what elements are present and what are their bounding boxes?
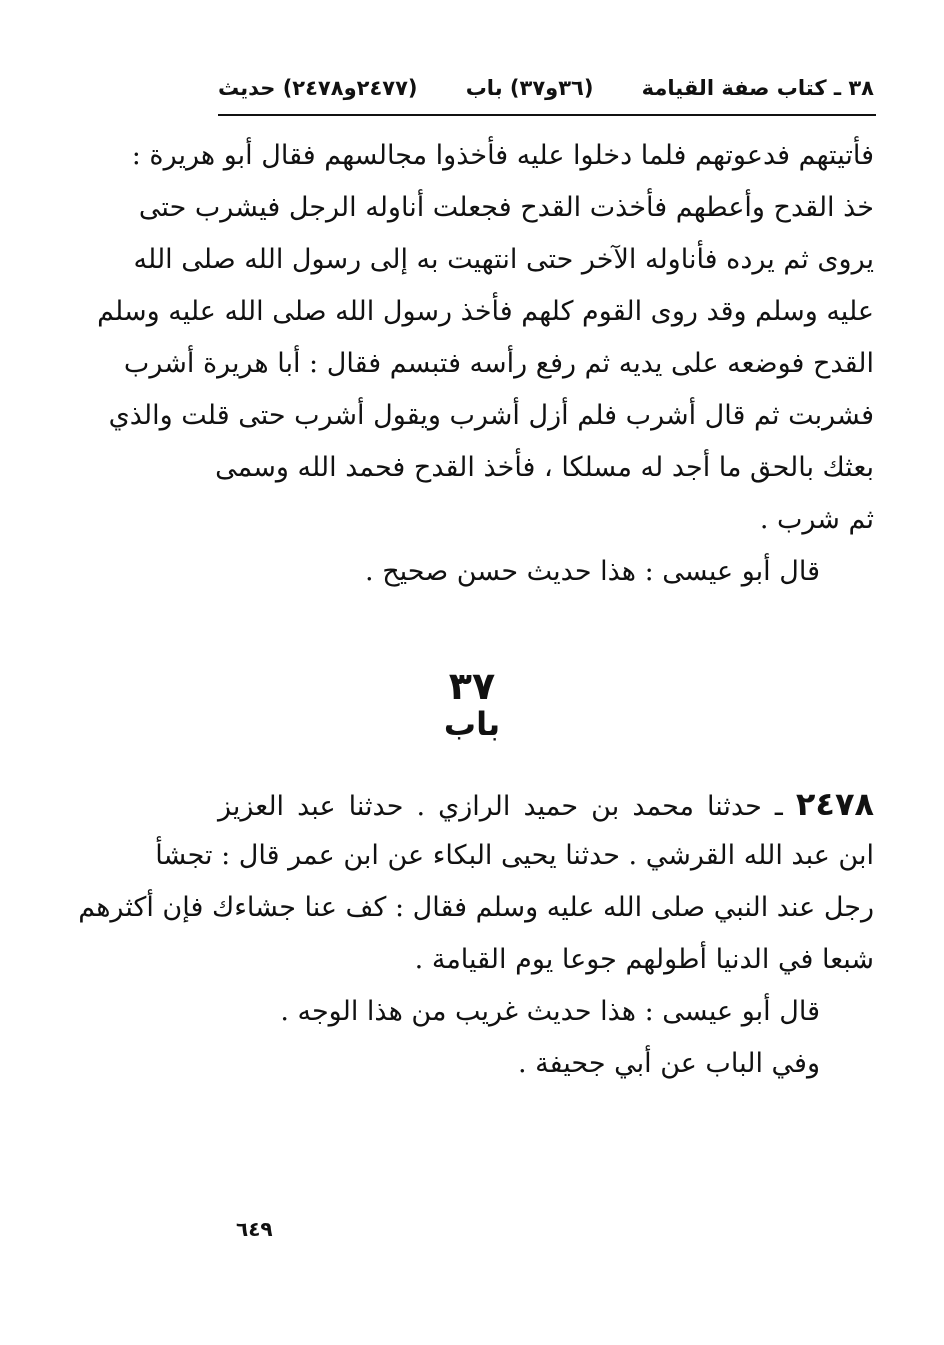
section-number: ٣٧ [448,664,496,708]
hadith-grading: قال أبو عيسى : هذا حديث حسن صحيح . [365,556,820,587]
header-divider [218,114,876,116]
section-title: باب [443,705,501,743]
header-section-ref: (٣٦و٣٧) باب [465,76,594,100]
header-chapter-title: ٣٨ ـ كتاب صفة القيامة [641,76,874,100]
text-line: فأتيتهم فدعوتهم فلما دخلوا عليه فأخذوا مجالسهم فقال أبو هريرة : [131,140,874,171]
page-number: ٦٤٩ [236,1217,273,1241]
text-line: القدح فوضعه على يديه ثم رفع رأسه فتبسم فقال : أبا هريرة أشرب [123,348,874,379]
hadith-2477-continuation [97,130,874,598]
hadith-isnad-start: ـ حدثنا محمد بن حميد الرازي . حدثنا عبد العزيز [218,791,783,822]
header-hadith-ref: (٢٤٧٧و٢٤٧٨) حديث [218,76,418,100]
text-line: رجل عند النبي صلى الله عليه وسلم فقال : كف عنا جشاءك فإن أكثرهم [78,892,874,923]
text-line: ثم شرب . [759,504,874,535]
text-line: شبعا في الدنيا أطولهم جوعا يوم القيامة . [414,944,874,975]
running-header [218,70,874,106]
hadith-2478 [78,778,874,1090]
hadith-number: ٢٤٧٨ [795,785,874,823]
hadith-first-line [218,778,874,830]
chapter-note: وفي الباب عن أبي جحيفة . [517,1048,820,1079]
text-line: عليه وسلم وقد روى القوم كلهم فأخذ رسول الله صلى الله عليه وسلم [97,296,874,327]
hadith-grading: قال أبو عيسى : هذا حديث غريب من هذا الوجه . [280,996,820,1027]
text-line: بعثك بالحق ما أجد له مسلكا ، فأخذ القدح فحمد الله وسمى [215,452,874,483]
text-line: خذ القدح وأعطهم فأخذت القدح فجعلت أناوله الرجل فيشرب حتى [138,192,874,223]
text-line: فشربت ثم قال أشرب فلم أزل أشرب ويقول أشرب حتى قلت والذي [108,400,874,431]
text-line: ابن عبد الله القرشي . حدثنا يحيى البكاء عن ابن عمر قال : تجشأ [155,840,874,871]
text-line: يروى ثم يرده فأناوله الآخر حتى انتهيت به إلى رسول الله صلى الله [133,244,874,275]
